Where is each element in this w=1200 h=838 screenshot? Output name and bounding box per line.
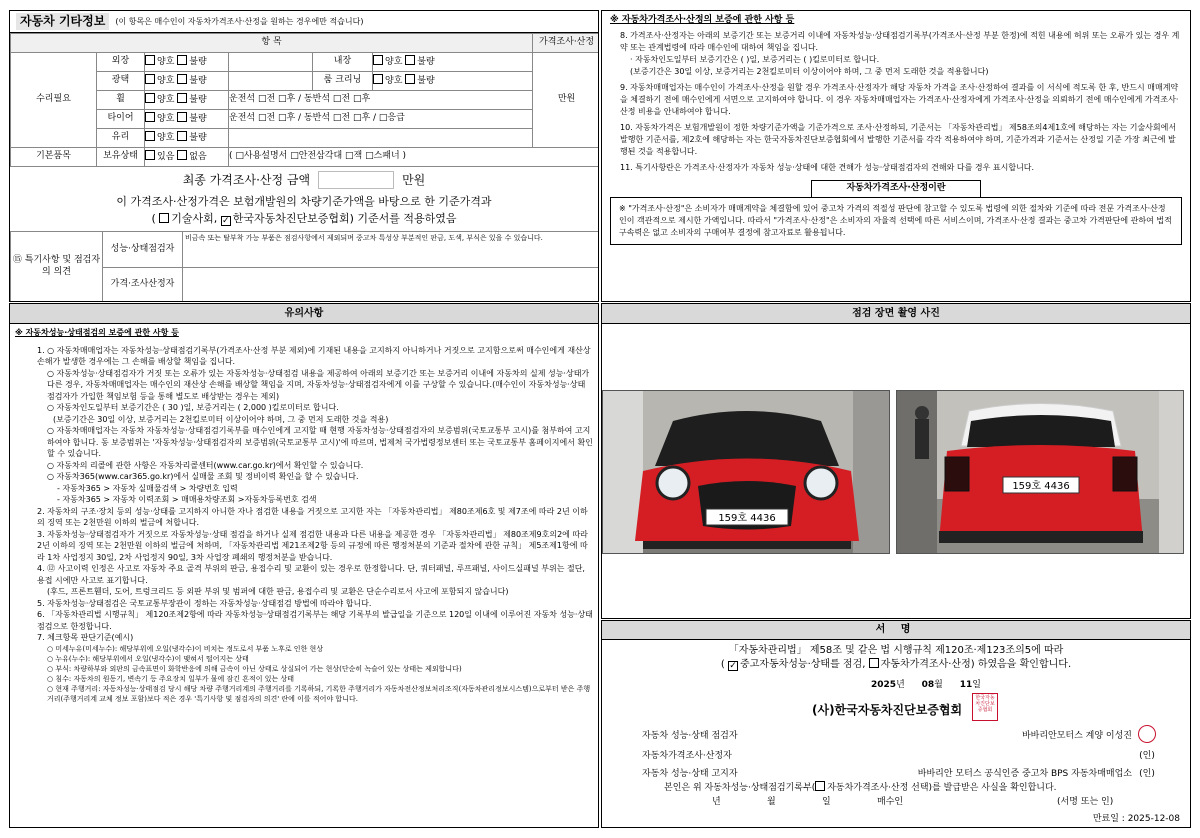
note-5: 5. 자동차성능·상태점검은 국토교통부장관이 정하는 자동차성능·상태점검 방법에 따라야 합니다. (37, 598, 372, 608)
notifier-value: 바바리안 모터스 공식인증 중고차 BPS 자동차매매업소 (917, 768, 1132, 779)
special-row2-label: 가격·조사산정자 (103, 268, 183, 302)
criteria-1: ○ 미세누유(미세누수): 해당부위에 오일(냉각수)이 비치는 정도로서 부품 노후로 인한 현상 (47, 644, 324, 653)
price-notice-line1: 이 가격조사·산정가격은 보험개발원의 차량기준가액을 바탕으로 한 기준가격과 (116, 195, 492, 208)
note-3: 3. 자동차성능·상태점검자가 거짓으로 자동차성능·상태 점검을 하거나 실제 점검한 내용과 다른 내용을 제공한 경우 「자동차관리법」 제80조제9호의2에 따라 2년 이하의 징역 또는 2천만원 이하의 벌금에 처하며, 「자동차관리법 제21조제2항 등의 규정에 따른 행정처분의 기준과 절차에 관한 규칙」 제5조제1항에 따라 1차 사업정지 30일, 2차 사업정지 90일, 3차 사업장 폐쇄의 행정처분을 받습니다. (37, 529, 588, 562)
row-name-interior: 내장 (313, 53, 373, 72)
final-price-unit: 만원 (402, 172, 426, 187)
signature-panel (601, 620, 1191, 828)
price-guarantee-panel (601, 10, 1191, 302)
definition-box: ※ "가격조사·산정"은 소비자가 매매계약을 체결함에 있어 중고차 가격의 적절성 판단에 참고할 수 있도록 법령에 의한 절차와 기준에 따라 전문 가격조사·산정인이 객관적으로 제시한 가액입니다. 따라서 "가격조사·산정"은 소비자의 자율적 선택에 따른 서비스이며, 가격조사·산정 결과는 중고차 가격판단에 관하여 법적 구속력은 없고 소비자의 구매여부 결정에 참고자료로 활용됩니다. (610, 197, 1182, 245)
row-name-glass: 유리 (97, 129, 145, 148)
special-row2-text[interactable] (183, 268, 600, 302)
rear-car-photo (896, 390, 1184, 554)
signature-line1: 「자동차관리법」 제58조 및 같은 법 시행규칙 제120조·제123조의5에 따라 (728, 645, 1064, 656)
price-item-11: 11. 특기사항란은 가격조사·산정자가 자동차 성능·상태에 대한 견해가 성능·상태점검자의 견해와 다를 경우 표시합니다. (620, 163, 1035, 173)
repair-label: 수리필요 (11, 53, 97, 148)
photo-header: 점검 장면 촬영 사진 (602, 304, 1190, 324)
wheel-options[interactable]: 양호 불량 (145, 91, 229, 110)
row-name-tire: 타이어 (97, 110, 145, 129)
notes-header: 유의사항 (10, 304, 598, 324)
price-item-8: 8. 가격조사·산정자는 아래의 보증기간 또는 보증거리 이내에 자동차성능·상태점검기록부(가격조사·산정 부분 한정)에 적힌 내용에 허위 또는 오류가 있는 경우 계약 또는 관계법령에 따라 매수인에 대하여 책임을 집니다. (620, 31, 1180, 53)
final-price-row (10, 167, 598, 193)
special-label: ⑮ 특기사항 및 점검자의 의견 (11, 232, 103, 302)
note-1-b: ○ 자동차성능·상태점검자가 거짓 또는 오류가 있는 자동차성능·상태점검 내용을 제공하여 아래의 보증기간 또는 보증거리 이내에 자동차의 실제 성능·상태가 다른 경우, 자동차매매업자는 매수인의 재산상 손해를 배상할 책임을 지며, 자동차성능·상태점검자에게 이를 구상할 수 있습니다.(매수인이 자동차성능·상태점검자가 가입한 책임보험 등을 통해 별도로 배상받는 경우는 제외) (47, 368, 590, 401)
signature-org: (사)한국자동차진단보증협회 (812, 703, 963, 717)
front-car-photo (602, 390, 890, 554)
rear-plate-text: 159호 4436 (1012, 481, 1070, 492)
appraiser-value (772, 747, 1132, 765)
basic-options[interactable]: 있음 없음 (145, 148, 229, 167)
buyer-line: 년 월 일 매수인 (서명 또는 인) (712, 797, 1114, 807)
front-car-image (603, 391, 890, 554)
note-1-f: ○ 자동차의 리콜에 관한 사항은 자동차리콜센터(www.car.go.kr)에서 확인할 수 있습니다. (47, 460, 364, 470)
performance-check-checkbox[interactable]: ✓ (729, 661, 737, 671)
price-check-checkbox[interactable] (869, 658, 879, 668)
price-item-8-period: · 자동차인도일부터 보증기간은 ( )일, 보증거리는 ( )킬로미터로 합니다. (630, 55, 880, 65)
appraiser-mark: (인) (1139, 750, 1155, 761)
note-1-e: ○ 자동차매매업자는 자동차 자동차성능·상태점검기록부를 매수인에게 고지할 때 현행 자동차성능·상태점검자의 보증범위(국토교통부 고시)를 첨부하여 고지하여야 합니다. 동 보증범위는 '자동차성능·상태점검자의 보증범위(국토교통부 고시)'에 따르며, 법제처 국가법령정보센터 또는 국토교통부 홈페이지에서 확인할 수 있습니다. (47, 426, 593, 458)
receipt-checkbox[interactable] (815, 781, 825, 791)
row-name-room-cleaning: 룸 크리닝 (313, 72, 373, 91)
note-1-c: ○ 자동차인도일부터 보증기간은 ( 30 )일, 보증거리는 ( 2,000 )킬로미터로 합니다. (47, 403, 339, 412)
price-item-8-note: (보증기간은 30일 이상, 보증거리는 2천킬로미터 이상이어야 하며, 그 중 먼저 도래한 것을 적용합니다) (630, 67, 989, 77)
inspector-seal (1132, 725, 1162, 747)
row-name-exterior: 외장 (97, 53, 145, 72)
inspector-label: 자동차 성능·상태 점검자 (642, 730, 738, 741)
other-info-note: (이 항목은 매수인이 자동차가격조사·산정을 원하는 경우에만 적습니다) (115, 16, 364, 26)
note-4: 4. ⑫ 사고이력 인정은 사고로 자동차 주요 골격 부위의 판금, 용접수리 및 교환이 있는 경우로 한정합니다. 단, 쿼터패널, 루프패널, 사이드실패널 부위는 절단, 용접 시에만 사고로 표기합니다. (37, 564, 585, 585)
room-cleaning-options[interactable]: 양호 불량 (373, 72, 533, 91)
note-2: 2. 자동차의 구조·장치 등의 성능·상태를 고지하지 아니한 자나 점검한 내용을 거짓으로 고지한 자는 「자동차관리법」 제80조제6호 및 제7조에 따라 2년 이하의 징역 또는 2천만원 이하의 벌금에 처합니다. (37, 506, 588, 527)
gloss-options[interactable]: 양호 불량 (145, 72, 229, 91)
price-notice-line2: ( 기술사회, ✓ 한국자동차진단보증협회) 기준서를 적용하였음 (151, 212, 457, 226)
criteria-5: ○ 현재 주행거리: 자동차성능·상태점검 당시 해당 차량 주행거리계의 주행거리를 기록하되, 기록한 주행거리가 자동차전산정보처리조직(자동차관리정보시스템)으로부터 받은 주행거리(주행거리계 교체 정보 포함)보다 적은 경우 '특기사항 및 점검자의 의견' 란에 이를 적어야 합니다. (47, 684, 591, 703)
notes-panel (9, 303, 599, 828)
signature-line2: ( ✓ 중고자동차성능·상태를 점검, 자동차가격조사·산정) 하였음을 확인합니다. (720, 659, 1072, 671)
tire-positions: 운전석 □전 □후 / 동반석 □전 □후 / □응급 (229, 110, 533, 129)
other-info-title: 자동차 기타정보 (16, 13, 109, 30)
tech-society-checkbox[interactable] (159, 213, 169, 223)
note-7: 7. 체크항목 판단기준(예시) (37, 633, 134, 642)
final-price-label: 최종 가격조사·산정 금액 (182, 172, 311, 187)
note-1: 1. ○ 자동차매매업자는 자동차성능·상태점검기록부(가격조사·산정 부분 제외)에 기재된 내용을 고지하지 아니하거나 거짓으로 고지함으로써 매수인에게 재산상 손해가 발생한 경우에는 그 손해를 배상할 책임을 집니다. (37, 345, 591, 366)
price-item-9: 9. 자동차매매업자는 매수인이 가격조사·산정을 원할 경우 가격조사·산정자가 해당 자동차 가격을 조사·산정하여 결과를 이 서식에 적도록 한 후, 반드시 매매계약을 체결하기 전에 매수인에게 서면으로 고지하여야 합니다. 이 경우 자동차매매업자는 가격조사·산정자에게 가격조사·산정을 의뢰하기 전에 매수인에게 가격조사·산정 비용을 안내하여야 합니다. (620, 83, 1179, 117)
tire-options[interactable]: 양호 불량 (145, 110, 229, 129)
signatory-table (642, 725, 1162, 783)
association-seal: 한국자동차진단보증협회 (972, 693, 998, 721)
receipt-line: 본인은 위 자동차성능·상태점검기록부( 자동차가격조사·산정 선택)를 발급받은 사실을 확인합니다. (664, 783, 1057, 793)
notes-list (15, 345, 593, 704)
definition-box-title: 자동차가격조사·산정이란 (811, 180, 981, 197)
row-name-gloss: 광택 (97, 72, 145, 91)
rear-car-image (897, 391, 1184, 554)
basic-items: ( □사용설명서 □안전삼각대 □잭 □스패너 ) (229, 148, 600, 167)
glass-options[interactable]: 양호 불량 (145, 129, 229, 148)
front-plate-text: 159호 4436 (718, 513, 776, 524)
note-4-b: (후드, 프론트휀더, 도어, 트렁크리드 등 외판 부위 및 범퍼에 대한 판금, 용접수리 및 교환은 단순수리로서 사고에 포함되지 않습니다) (47, 587, 509, 596)
basic-label: 기본품목 (11, 148, 97, 167)
row-name-wheel: 휠 (97, 91, 145, 110)
appraiser-label: 자동차가격조사·산정자 (642, 750, 732, 761)
notifier-label: 자동차 성능·상태 고지자 (642, 768, 738, 779)
note-6: 6. 「자동차관리법 시행규칙」 제120조제2항에 따라 자동차성능·상태점검기록부는 해당 기록부의 발급일을 기준으로 120일 이내에 이루어진 자동차 성능·상태점검으로 한정합니다. (37, 610, 593, 631)
col-item-header: 항 목 (11, 34, 533, 53)
note-1-h: - 자동차365 > 자동차 실매물검색 > 차량번호 입력 (57, 483, 238, 493)
note-1-d: (보증기간은 30일 이상, 보증거리는 2천킬로미터 이상이어야 하며, 그 중 먼저 도래한 것을 적용) (53, 414, 389, 424)
criteria-2: ○ 누유(누수): 해당부위에서 오일(냉각수)이 맺혀서 떨어지는 상태 (47, 654, 249, 663)
price-guarantee-items (610, 30, 1182, 174)
basic-sub: 보유상태 (97, 148, 145, 167)
signature-header: 서 명 (602, 621, 1190, 640)
interior-options[interactable]: 양호 불량 (373, 53, 533, 72)
col-price-header: 가격조사·산정 (533, 34, 599, 53)
final-price-input[interactable] (318, 171, 394, 189)
criteria-4: ○ 침수: 자동차의 원동기, 변속기 등 주요장치 일부가 물에 잠긴 흔적이 있는 상태 (47, 674, 295, 683)
notes-subtitle: ※ 자동차성능·상태점검의 보증에 관한 사항 등 (15, 328, 179, 337)
price-guarantee-title: ※ 자동차가격조사·산정의 보증에 관한 사항 등 (610, 15, 795, 25)
kadia-checkbox[interactable]: ✓ (221, 216, 230, 226)
other-info-panel (9, 10, 599, 302)
special-notes-table (10, 231, 599, 302)
special-row1-label: 성능·상태점검자 (103, 232, 183, 268)
notifier-mark: (인) (1139, 768, 1155, 779)
photo-panel (601, 303, 1191, 619)
exterior-options[interactable]: 양호 불량 (145, 53, 229, 72)
inspector-value: 바바리안모터스 계양 이성진 (1021, 730, 1132, 741)
price-unit: 만원 (533, 53, 599, 148)
criteria-3: ○ 부식: 차량하부와 외판의 금속표면이 화학반응에 의해 금속이 아닌 상태로 상실되어 가는 현상(단순히 녹슬어 있는 상태는 제외합니다) (47, 664, 462, 673)
buyer-signature-mark[interactable]: (서명 또는 인) (1057, 797, 1114, 807)
note-1-i: - 자동차365 > 자동차 이력조회 > 매매용차량조회 >자동차등록번호 검색 (57, 495, 317, 504)
price-notice (10, 193, 598, 227)
price-item-10: 10. 자동차가격은 보험개발원이 정한 차량기준가액을 기준가격으로 조사·산정하되, 기준서는 「자동차관리법」 제58조의4제1호에 해당하는 자는 기술사회에서 발행한 기준서를, 제2호에 해당하는 자는 한국자동차진단보증협회에서 발행한 기준서를 각각 적용하여야 하며, 기준가격과 기준서는 산정일 기준 가장 최근에 발행된 것을 적용합니다. (620, 123, 1177, 157)
special-row1-text: 비금속 또는 탈부착 가능 부품은 점검사항에서 제외되며 중고차 특성상 부분적인 판금, 도색, 부식은 있을 수 있습니다. (183, 232, 600, 268)
other-info-table (10, 33, 599, 167)
signature-date: 2025년 08월 11일 (871, 680, 981, 690)
other-info-header (10, 11, 598, 33)
note-1-g: ○ 자동차365(www.car365.go.kr)에서 실매물 조회 및 정비이력 확인을 할 수 있습니다. (47, 472, 359, 481)
wheel-positions: 운전석 □전 □후 / 동반석 □전 □후 (229, 91, 533, 110)
criteria-list (37, 644, 593, 704)
expiry-date: 만료일 : 2025-12-08 (1092, 813, 1180, 824)
